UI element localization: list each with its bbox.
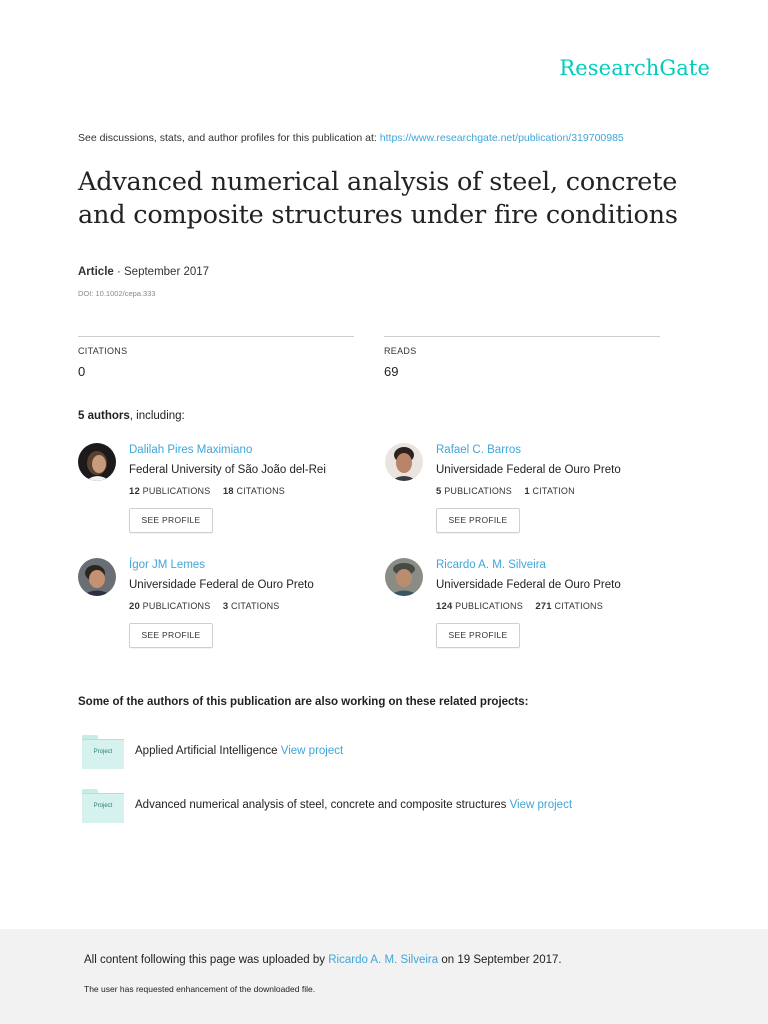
author-name-link[interactable]: Dalilah Pires Maximiano (129, 444, 253, 456)
citations-stat (78, 336, 354, 379)
citations-label: CITATIONS (236, 486, 285, 496)
view-project-link[interactable]: View project (509, 799, 573, 811)
author-name-link[interactable]: Ígor JM Lemes (129, 559, 206, 571)
publication-type: Article (78, 266, 114, 278)
author-counts (129, 486, 379, 497)
publications-label: PUBLICATIONS (455, 601, 523, 611)
uploaded-prefix: All content following this page was uploaded by (84, 954, 326, 966)
discussions-line (78, 132, 624, 144)
footer (0, 929, 768, 1024)
publications-label: PUBLICATIONS (142, 486, 211, 496)
project-text (135, 799, 572, 811)
citations-label: CITATIONS (554, 601, 603, 611)
reads-label: READS (384, 346, 417, 356)
publication-url-link[interactable]: https://www.researchgate.net/publication/319700985 (379, 132, 624, 144)
citations-label: CITATION (532, 486, 575, 496)
citations-count: 3 (222, 601, 229, 612)
uploaded-suffix: on 19 September 2017. (441, 954, 562, 966)
projects-heading: Some of the authors of this publication are also working on these related projects: (78, 696, 529, 708)
avatar[interactable] (78, 443, 116, 481)
discussions-text: See discussions, stats, and author profiles for this publication at: (78, 132, 377, 144)
publications-label: PUBLICATIONS (142, 601, 211, 611)
author-affiliation: Universidade Federal de Ouro Preto (129, 579, 314, 591)
uploader-link[interactable]: Ricardo A. M. Silveira (328, 954, 439, 966)
publication-meta (78, 266, 209, 278)
enhancement-note: The user has requested enhancement of the downloaded file. (84, 984, 316, 994)
project-folder-icon (82, 789, 124, 823)
researchgate-logo[interactable]: ResearchGate (559, 56, 710, 80)
author-name-link[interactable]: Rafael C. Barros (436, 444, 522, 456)
avatar[interactable] (385, 558, 423, 596)
publication-date: · September 2017 (113, 266, 210, 278)
citations-count: 271 (535, 601, 552, 612)
project-item (82, 789, 682, 823)
see-profile-button[interactable]: SEE PROFILE (129, 508, 213, 533)
reads-stat (384, 336, 660, 379)
view-project-link[interactable]: View project (280, 745, 344, 757)
citations-count: 18 (222, 486, 234, 497)
citations-label: CITATIONS (78, 346, 128, 356)
author-affiliation: Federal University of São João del-Rei (129, 464, 326, 476)
author-affiliation: Universidade Federal de Ouro Preto (436, 579, 621, 591)
author-counts (436, 486, 686, 497)
publication-title: Advanced numerical analysis of steel, concrete and composite structures under fire conditions (78, 167, 678, 230)
uploaded-by-line (84, 954, 562, 966)
publications-count: 124 (436, 601, 453, 612)
publications-count: 12 (129, 486, 140, 497)
publications-label: PUBLICATIONS (444, 486, 512, 496)
project-icon-label: Project (93, 803, 113, 809)
authors-count: 5 authors (78, 410, 130, 422)
author-counts (436, 601, 686, 612)
project-folder-icon (82, 735, 124, 769)
project-title: Applied Artificial Intelligence (135, 745, 278, 757)
author-affiliation: Universidade Federal de Ouro Preto (436, 464, 621, 476)
project-title: Advanced numerical analysis of steel, concrete and composite structures (135, 799, 507, 811)
publications-count: 5 (436, 486, 442, 497)
author-counts (129, 601, 379, 612)
author-name-link[interactable]: Ricardo A. M. Silveira (436, 559, 546, 571)
project-icon-label: Project (93, 749, 113, 755)
citations-count: 1 (524, 486, 530, 497)
see-profile-button[interactable]: SEE PROFILE (436, 623, 520, 648)
publication-doi: DOI: 10.1002/cepa.333 (78, 289, 156, 298)
reads-value: 69 (384, 364, 399, 379)
project-text (135, 745, 343, 757)
authors-heading (78, 410, 185, 422)
see-profile-button[interactable]: SEE PROFILE (436, 508, 520, 533)
avatar[interactable] (78, 558, 116, 596)
citations-label: CITATIONS (231, 601, 280, 611)
publications-count: 20 (129, 601, 140, 612)
avatar[interactable] (385, 443, 423, 481)
see-profile-button[interactable]: SEE PROFILE (129, 623, 213, 648)
authors-suffix: , including: (129, 410, 185, 422)
project-item (82, 735, 682, 769)
citations-value: 0 (78, 364, 86, 379)
